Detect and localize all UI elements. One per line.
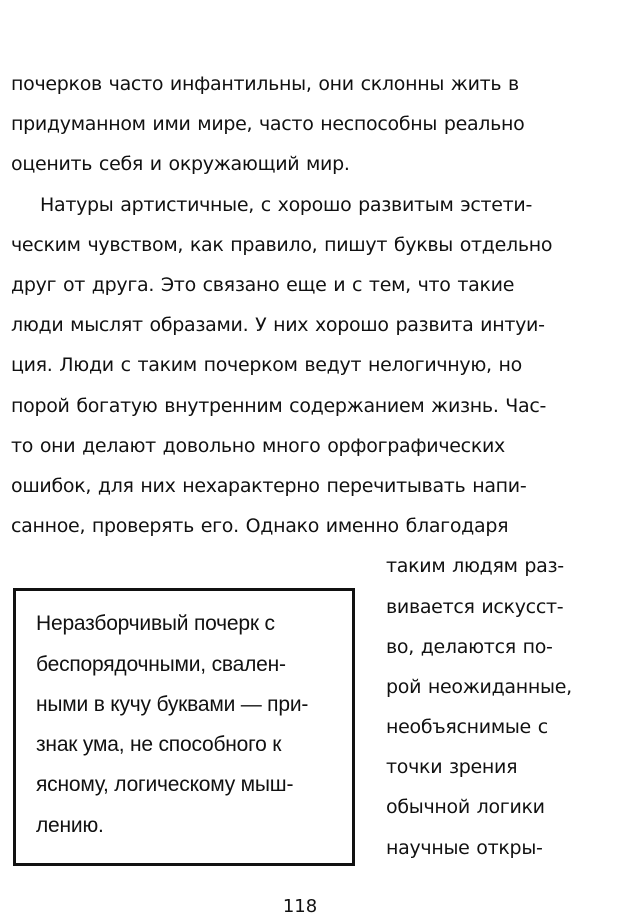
side-text-line: научные откры-: [386, 837, 543, 859]
note-line: ясному, логическому мыш-: [36, 773, 294, 796]
text-line: порой богатую внутренним содержанием жизнь. Час-: [11, 395, 547, 417]
text-line: ческим чувством, как правило, пишут буквы отдельно: [11, 234, 553, 256]
text-line: друг от друга. Это связано еще и с тем, что такие: [11, 274, 515, 296]
note-line: Неразборчивый почерк с: [36, 612, 275, 635]
note-line: лению.: [36, 814, 104, 837]
side-text-line: вивается искусст-: [386, 596, 564, 618]
side-text-line: во, делаются по-: [386, 636, 553, 658]
text-line: почерков часто инфантильны, они склонны жить в: [11, 73, 519, 95]
side-text-line: точки зрения: [386, 756, 518, 778]
text-line: ция. Люди с таким почерком ведут нелогичную, но: [11, 354, 522, 376]
note-line: знак ума, не способного к: [36, 733, 282, 756]
text-line: санное, проверять его. Однако именно благодаря: [11, 515, 509, 537]
note-box: [13, 588, 355, 866]
note-line: ными в кучу буквами — при-: [36, 693, 309, 716]
paragraph-start-line: Натуры артистичные, с хорошо развитым эстети-: [40, 194, 533, 216]
text-line: оценить себя и окружающий мир.: [11, 153, 350, 175]
note-line: беспорядочными, свален-: [36, 653, 286, 676]
text-line: люди мыслят образами. У них хорошо развита интуи-: [11, 314, 545, 336]
page-number: 118: [282, 896, 318, 917]
text-line: то они делают довольно много орфографических: [11, 435, 505, 457]
side-text-line: таким людям раз-: [386, 555, 564, 577]
side-text-line: обычной логики: [386, 796, 545, 818]
side-text-line: рой неожиданные,: [386, 676, 572, 698]
side-text-line: необъяснимые с: [386, 716, 548, 738]
text-line: ошибок, для них нехарактерно перечитывать напи-: [11, 475, 527, 497]
text-line: придуманном ими мире, часто неспособны реально: [11, 113, 525, 135]
